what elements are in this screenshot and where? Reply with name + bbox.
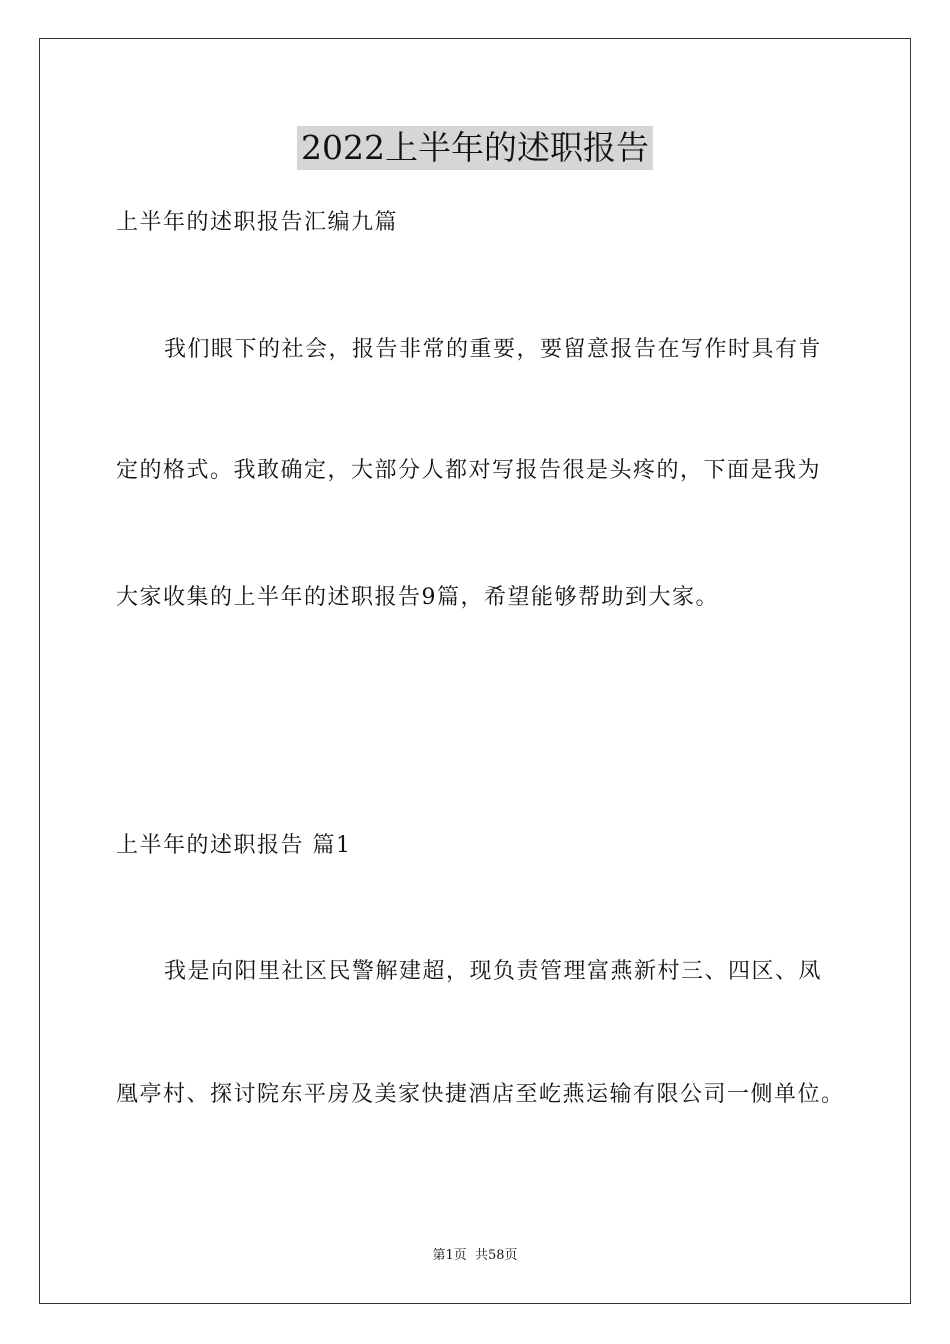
section1-line-1: 我是向阳里社区民警解建超，现负责管理富燕新村三、四区、凤 [164,959,823,984]
document-subtitle: 上半年的述职报告汇编九篇 [116,210,399,235]
intro-line-1: 我们眼下的社会，报告非常的重要，要留意报告在写作时具有肯 [164,337,823,362]
document-title: 2022上半年的述职报告 [297,126,653,170]
section1-line-2: 凰亭村、探讨院东平房及美家快捷酒店至屹燕运输有限公司一侧单位。 [116,1082,845,1107]
intro-line-2: 定的格式。我敢确定，大部分人都对写报告很是头疼的，下面是我为 [116,458,822,483]
title-container [0,126,950,170]
current-page-indicator: 第1页 [432,1248,467,1263]
page-footer [0,1247,950,1265]
section-heading-1: 上半年的述职报告 篇1 [116,833,352,858]
intro-line-3: 大家收集的上半年的述职报告9篇，希望能够帮助到大家。 [116,585,719,610]
total-pages-indicator: 共58页 [474,1248,518,1263]
